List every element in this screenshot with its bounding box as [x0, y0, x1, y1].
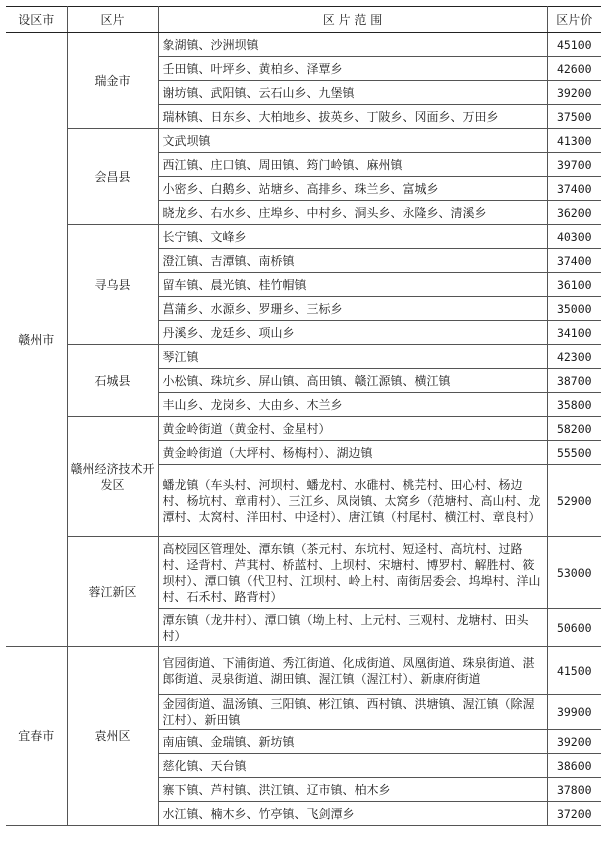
price-cell: 42300 — [547, 345, 601, 369]
price-cell: 39200 — [547, 730, 601, 754]
range-cell: 象湖镇、沙洲坝镇 — [158, 33, 547, 57]
price-cell: 37400 — [547, 249, 601, 273]
price-cell: 37500 — [547, 105, 601, 129]
price-cell: 41500 — [547, 647, 601, 695]
header-district: 区片 — [67, 7, 158, 33]
table-row — [6, 417, 601, 441]
range-cell: 小密乡、白鹅乡、站塘乡、高排乡、珠兰乡、富城乡 — [158, 177, 547, 201]
price-cell: 45100 — [547, 33, 601, 57]
price-cell: 37200 — [547, 802, 601, 826]
range-cell: 慈化镇、天台镇 — [158, 754, 547, 778]
range-cell: 黄金岭街道（黄金村、金星村） — [158, 417, 547, 441]
range-cell: 潭东镇（龙井村）、潭口镇（坳上村、上元村、三观村、龙塘村、田头村） — [158, 609, 547, 647]
district-cell: 瑞金市 — [67, 33, 158, 129]
range-cell: 壬田镇、叶坪乡、黄柏乡、泽覃乡 — [158, 57, 547, 81]
table-row — [6, 225, 601, 249]
range-cell: 蟠龙镇（车头村、河坝村、蟠龙村、水碓村、桃芫村、田心村、杨边村、杨坑村、章甫村）、三江乡、凤岗镇、太窝乡（范塘村、高山村、龙潭村、太窝村、洋田村、中迳村）、唐江镇（村尾村、横江村、章良村） — [158, 465, 547, 537]
range-cell: 留车镇、晨光镇、桂竹帽镇 — [158, 273, 547, 297]
city-cell: 赣州市 — [6, 33, 67, 647]
price-cell: 55500 — [547, 441, 601, 465]
price-cell: 36100 — [547, 273, 601, 297]
price-cell: 35000 — [547, 297, 601, 321]
price-cell: 38600 — [547, 754, 601, 778]
table-row — [6, 129, 601, 153]
range-cell: 寨下镇、芦村镇、洪江镇、辽市镇、柏木乡 — [158, 778, 547, 802]
header-range: 区 片 范 围 — [158, 7, 547, 33]
price-cell: 34100 — [547, 321, 601, 345]
price-cell: 37800 — [547, 778, 601, 802]
range-cell: 琴江镇 — [158, 345, 547, 369]
range-cell: 文武坝镇 — [158, 129, 547, 153]
price-cell: 38700 — [547, 369, 601, 393]
price-cell: 58200 — [547, 417, 601, 441]
range-cell: 黄金岭街道（大坪村、杨梅村）、湖边镇 — [158, 441, 547, 465]
header-city: 设区市 — [6, 7, 67, 33]
price-cell: 36200 — [547, 201, 601, 225]
price-cell: 39200 — [547, 81, 601, 105]
price-cell: 50600 — [547, 609, 601, 647]
price-cell: 39700 — [547, 153, 601, 177]
table-row — [6, 537, 601, 609]
range-cell: 西江镇、庄口镇、周田镇、筠门岭镇、麻州镇 — [158, 153, 547, 177]
range-cell: 官园街道、下浦街道、秀江街道、化成街道、凤凰街道、珠泉街道、湛郎街道、灵泉街道、湖田镇、渥江镇（渥江村）、新康府街道 — [158, 647, 547, 695]
city-cell: 宜春市 — [6, 647, 67, 826]
range-cell: 南庙镇、金瑞镇、新坊镇 — [158, 730, 547, 754]
range-cell: 菖蒲乡、水源乡、罗珊乡、三标乡 — [158, 297, 547, 321]
district-cell: 袁州区 — [67, 647, 158, 826]
range-cell: 水江镇、楠木乡、竹亭镇、飞剑潭乡 — [158, 802, 547, 826]
table-body — [6, 33, 601, 826]
price-cell: 39900 — [547, 695, 601, 730]
price-cell: 40300 — [547, 225, 601, 249]
range-cell: 晓龙乡、右水乡、庄埠乡、中村乡、洞头乡、永隆乡、清溪乡 — [158, 201, 547, 225]
range-cell: 丰山乡、龙岗乡、大由乡、木兰乡 — [158, 393, 547, 417]
header-row — [6, 7, 601, 33]
table-row — [6, 345, 601, 369]
price-table — [6, 6, 601, 826]
price-cell: 52900 — [547, 465, 601, 537]
district-cell: 寻乌县 — [67, 225, 158, 345]
price-cell: 41300 — [547, 129, 601, 153]
table-row — [6, 33, 601, 57]
range-cell: 小松镇、珠坑乡、屏山镇、高田镇、赣江源镇、横江镇 — [158, 369, 547, 393]
district-cell: 会昌县 — [67, 129, 158, 225]
price-cell: 53000 — [547, 537, 601, 609]
range-cell: 瑞林镇、日东乡、大柏地乡、拔英乡、丁陂乡、冈面乡、万田乡 — [158, 105, 547, 129]
district-cell: 赣州经济技术开发区 — [67, 417, 158, 537]
range-cell: 澄江镇、吉潭镇、南桥镇 — [158, 249, 547, 273]
header-price: 区片价 — [547, 7, 601, 33]
range-cell: 长宁镇、文峰乡 — [158, 225, 547, 249]
range-cell: 丹溪乡、龙廷乡、项山乡 — [158, 321, 547, 345]
price-cell: 37400 — [547, 177, 601, 201]
district-cell: 蓉江新区 — [67, 537, 158, 647]
district-cell: 石城县 — [67, 345, 158, 417]
table-row — [6, 647, 601, 695]
price-cell: 42600 — [547, 57, 601, 81]
range-cell: 高校园区管理处、潭东镇（茶元村、东坑村、短迳村、高坑村、过路村、迳背村、芦萁村、桥蓝村、上坝村、宋塘村、博罗村、解胜村、筱坝村）、潭口镇（代卫村、江坝村、岭上村、南街居委会、坞埠村、洋山村、石禾村、路背村） — [158, 537, 547, 609]
price-cell: 35800 — [547, 393, 601, 417]
range-cell: 金园街道、温汤镇、三阳镇、彬江镇、西村镇、洪塘镇、渥江镇（除渥江村）、新田镇 — [158, 695, 547, 730]
range-cell: 谢坊镇、武阳镇、云石山乡、九堡镇 — [158, 81, 547, 105]
